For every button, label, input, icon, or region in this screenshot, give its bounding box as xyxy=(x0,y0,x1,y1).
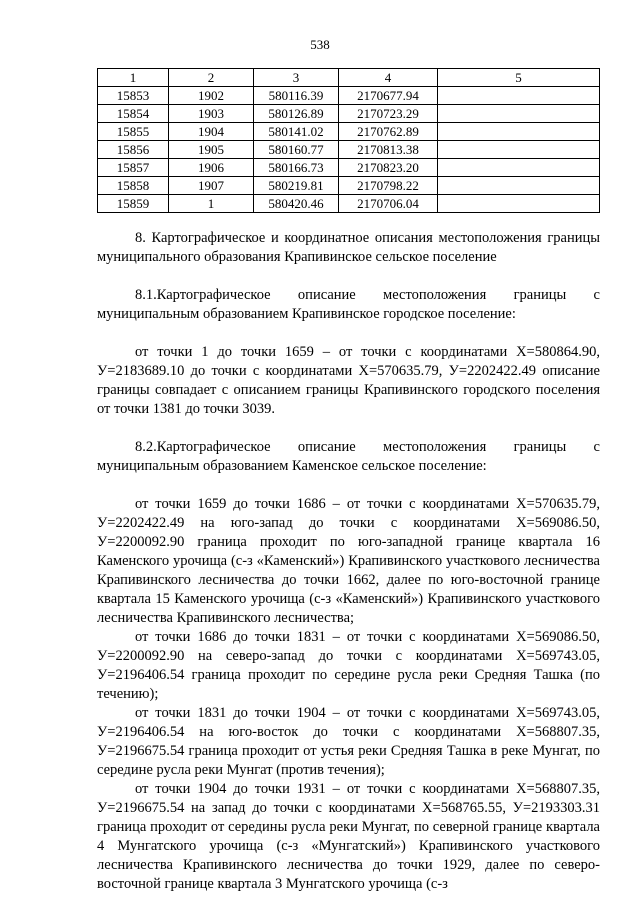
table-cell: 580219.81 xyxy=(254,177,339,195)
table-cell: 15858 xyxy=(98,177,169,195)
paragraph: от точки 1904 до точки 1931 – от точки с координатами Х=568807.35, У=2196675.54 на запад до точки с координатами Х=568765.55, У=2193303.31 граница проходит от середины русла реки Мунгат, по северной границе квартала 4 Мунгатского урочища (с-з «Мунгатский») Крапивинского участкового лесничества Крапивинского лесничества до точки 1929, далее по северо-восточной границе квартала 3 Мунгатского урочища (с-з xyxy=(97,781,600,892)
table-cell: 15855 xyxy=(98,123,169,141)
table-cell: 580116.39 xyxy=(254,87,339,105)
table-cell xyxy=(438,159,600,177)
table-cell: 15857 xyxy=(98,159,169,177)
table-cell: 1903 xyxy=(169,105,254,123)
table-cell xyxy=(438,123,600,141)
page-number: 538 xyxy=(310,37,330,52)
table-cell: 580126.89 xyxy=(254,105,339,123)
section-heading: 8. Картографическое и координатное описания местоположения границы муниципального образования Крапивинское сельское поселение xyxy=(97,230,600,265)
document-body xyxy=(97,229,600,894)
paragraph: от точки 1659 до точки 1686 – от точки с координатами Х=570635.79, У=2202422.49 на юго-запад до точки с координатами Х=569086.50, У=2200092.90 граница проходит по юго-западной границе квартала 16 Каменского урочища (с-з «Каменский») Крапивинского участкового лесничества Крапивинского лесничества до точки 1662, далее по юго-восточной границе квартала 15 Каменского урочища (с-з «Каменский») Крапивинского участкового лесничества Крапивинского лесничества; xyxy=(97,496,600,626)
table-cell: 1902 xyxy=(169,87,254,105)
table-cell xyxy=(438,195,600,213)
coordinates-table xyxy=(97,68,600,213)
table-cell xyxy=(438,87,600,105)
table-cell: 1 xyxy=(169,195,254,213)
table-header-row xyxy=(98,69,600,87)
column-header: 4 xyxy=(339,69,438,87)
table-row xyxy=(98,141,600,159)
table-cell: 2170706.04 xyxy=(339,195,438,213)
table-cell xyxy=(438,105,600,123)
table-cell: 1906 xyxy=(169,159,254,177)
table-row xyxy=(98,159,600,177)
column-header: 2 xyxy=(169,69,254,87)
table-cell: 580420.46 xyxy=(254,195,339,213)
paragraph: от точки 1686 до точки 1831 – от точки с координатами Х=569086.50, У=2200092.90 на северо-запад до точки с координатами Х=569743.05, У=2196406.54 граница проходит по середине русла реки Средняя Ташка (по течению); xyxy=(97,629,600,702)
table-cell: 580160.77 xyxy=(254,141,339,159)
table-cell: 15859 xyxy=(98,195,169,213)
table-cell: 1905 xyxy=(169,141,254,159)
subsection-heading: 8.2.Картографическое описание местоположения границы с муниципальным образованием Каменское сельское поселение: xyxy=(97,439,600,474)
column-header: 1 xyxy=(98,69,169,87)
table-row xyxy=(98,177,600,195)
column-header: 3 xyxy=(254,69,339,87)
table-cell: 15854 xyxy=(98,105,169,123)
table-cell: 15853 xyxy=(98,87,169,105)
column-header: 5 xyxy=(438,69,600,87)
table-cell xyxy=(438,141,600,159)
table-cell xyxy=(438,177,600,195)
table-cell: 580141.02 xyxy=(254,123,339,141)
table-row xyxy=(98,105,600,123)
table-cell: 1907 xyxy=(169,177,254,195)
table-cell: 15856 xyxy=(98,141,169,159)
subsection-heading: 8.1.Картографическое описание местоположения границы с муниципальным образованием Крапивинское городское поселение: xyxy=(97,287,600,322)
table-cell: 2170798.22 xyxy=(339,177,438,195)
paragraph: от точки 1 до точки 1659 – от точки с координатами Х=580864.90, У=2183689.10 до точки с координатами Х=570635.79, У=2202422.49 описание границы совпадает с описанием границы Крапивинского городского поселения от точки 1381 до точки 3039. xyxy=(97,344,600,417)
table-row xyxy=(98,195,600,213)
table-row xyxy=(98,123,600,141)
table-cell: 2170762.89 xyxy=(339,123,438,141)
table-cell: 1904 xyxy=(169,123,254,141)
table-cell: 2170813.38 xyxy=(339,141,438,159)
table-cell: 2170677.94 xyxy=(339,87,438,105)
table-cell: 2170723.29 xyxy=(339,105,438,123)
paragraph: от точки 1831 до точки 1904 – от точки с координатами Х=569743.05, У=2196406.54 на юго-восток до точки с координатами Х=568807.35, У=2196675.54 граница проходит от устья реки Средняя Ташка в реке Мунгат, по середине русла реки Мунгат (против течения); xyxy=(97,705,600,778)
table-row xyxy=(98,87,600,105)
table-cell: 2170823.20 xyxy=(339,159,438,177)
table-cell: 580166.73 xyxy=(254,159,339,177)
